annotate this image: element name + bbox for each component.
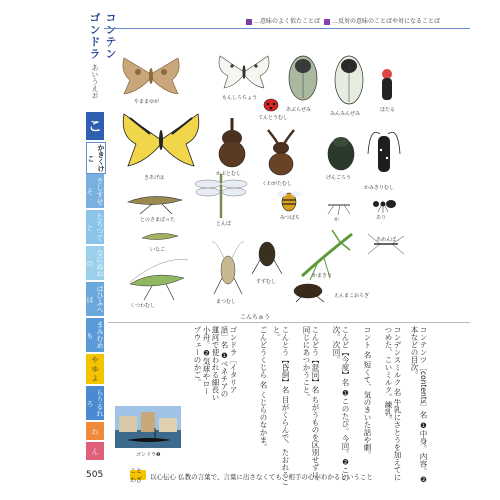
index-tab-ya[interactable]: や ゆ よ [86,354,104,384]
index-tab-aiueo[interactable]: あいうえお [91,64,99,99]
legend-synonym-icon [246,19,252,25]
ant-illustration [370,194,398,214]
rhinoceros-beetle-illustration [212,116,252,168]
footer-badge: ことわざ [130,470,146,480]
index-tab-ma[interactable]: まみむめも [86,318,104,352]
index-tab-na[interactable]: なにぬねの [86,246,104,280]
caption-minminzemi: みんみんぜみ [330,111,361,117]
honeybee-illustration [276,188,302,212]
page-number: 505 [86,470,104,480]
dragonfly-illustration [194,170,248,220]
caption-mitsubachi: みつばち [280,215,300,221]
index-tab-kakikukeko[interactable]: かきくけこ [87,144,105,172]
stag-beetle-illustration [258,126,304,176]
legend [244,16,440,25]
caption-kutsuwamushi: くつわむし [130,303,156,309]
index-tab-n[interactable]: ん [86,442,104,460]
footer-note: 以心伝心 仏教の言葉で、言葉に出さなくても、相手の心がわかるということ [150,473,373,481]
kutsuwamushi-illustration [122,256,192,302]
index-tab-active-letter[interactable]: こ [86,112,104,140]
firefly-illustration [376,64,398,104]
grasshopper-illustration [122,186,188,216]
caption-hotaru: ほたる [380,107,396,113]
legend-antonym-icon [324,19,330,25]
suzumushi-illustration [250,230,284,276]
longhorn-beetle-illustration [366,124,402,180]
caption-suzumushi: すずむし [256,279,277,285]
section-label: こんちゅう [240,314,271,321]
entry-gondou-kujira: ごんどうくじら 名 くじらのなかま。 [259,326,268,451]
entry-condensed-milk: コンデンスミルク 名 牛乳にさとうを加えてにつめた、こいミルク。練乳。 [384,326,402,481]
entry-gondola: ゴンドラ〔イタリア語〕名 ❶ベネチアの運河で使われる細長い小舟。❷気球やロープウェーのかご。 [193,326,238,401]
diving-beetle-illustration [324,132,358,172]
caption-enmakoorogi: えんまこおろぎ [334,293,370,299]
index-tab-ta[interactable]: たちつてと [86,210,104,244]
ladybug-illustration [262,96,280,112]
caption-kuwagatamushi: くわがたむし [262,181,293,187]
caption-kamakiri: かまきり [312,273,333,279]
insect-illustration [108,40,436,310]
entry-conte: コント 名 短くて、気のきいた話や劇。 [363,326,372,459]
water-strider-illustration [366,230,406,258]
caption-kiageha: きあげは [144,175,165,181]
cabbage-white-butterfly-illustration [216,52,272,92]
photo-caption: ゴンドラ❶ [136,452,161,458]
matsumushi-illustration [210,240,246,296]
header-title-line1: コンテン [104,12,117,60]
moth-illustration [120,52,182,98]
inago-illustration [138,226,182,246]
swallowtail-illustration [120,110,202,172]
index-tab-ha[interactable]: はひふへほ [86,282,104,316]
entry-kondou: こんどう【混同】名 ちがうものを区別せずに、同じにあつかうこと。 [302,326,320,486]
index-tab-ra[interactable]: らりるれろ [86,386,104,420]
gondola-photo [115,406,181,448]
entry-kontou: こんとう【昏倒】名 目がくらんで、たおれること。 [272,326,290,486]
caption-matsumushi: まつむし [216,299,237,305]
legend-antonym-label: …反対の意味のことばや対になることば [331,18,440,25]
caption-aburazemi: あぶらぜみ [286,107,311,113]
minmin-cicada-illustration [332,52,366,108]
header-divider [104,28,470,29]
caption-tonbo: とんぼ [216,221,232,227]
caption-amenbo: あめんぼ [376,237,397,243]
entry-kondo: こんど【今度】名 ❶このたび。今回。❷この次。次回。 [332,326,350,482]
caption-ka: か [334,217,340,223]
caption-gengorou: げんごろう [326,175,352,181]
index-tab-sa[interactable]: さしすせそ [86,174,104,208]
caption-ari: あり [376,215,387,221]
mosquito-illustration [324,194,354,216]
caption-kamikirimushi: かみきりむし [364,185,395,191]
caption-inago: いなご [150,247,166,253]
caption-yamamayu: やままゆが [134,99,160,105]
caption-kabutomushi: かぶとむし [216,171,242,177]
header-title-line2: ゴンドラ [88,12,101,60]
section-divider [108,322,470,323]
index-tab-wa[interactable]: わ [86,422,104,440]
caption-tonosamabatta: とのさまばった [140,217,176,223]
caption-monshirocho: もんしろちょう [222,95,258,101]
legend-synonym-label: …意味のよく似たことば [254,18,321,25]
enma-cricket-illustration [288,278,328,304]
caption-tentoumushi: てんとうむし [258,115,289,121]
cicada-illustration [286,52,320,104]
entry-contents: コンテンツ〔contents〕名 ❶中身。内容。❷本などの目次。 [410,326,428,485]
